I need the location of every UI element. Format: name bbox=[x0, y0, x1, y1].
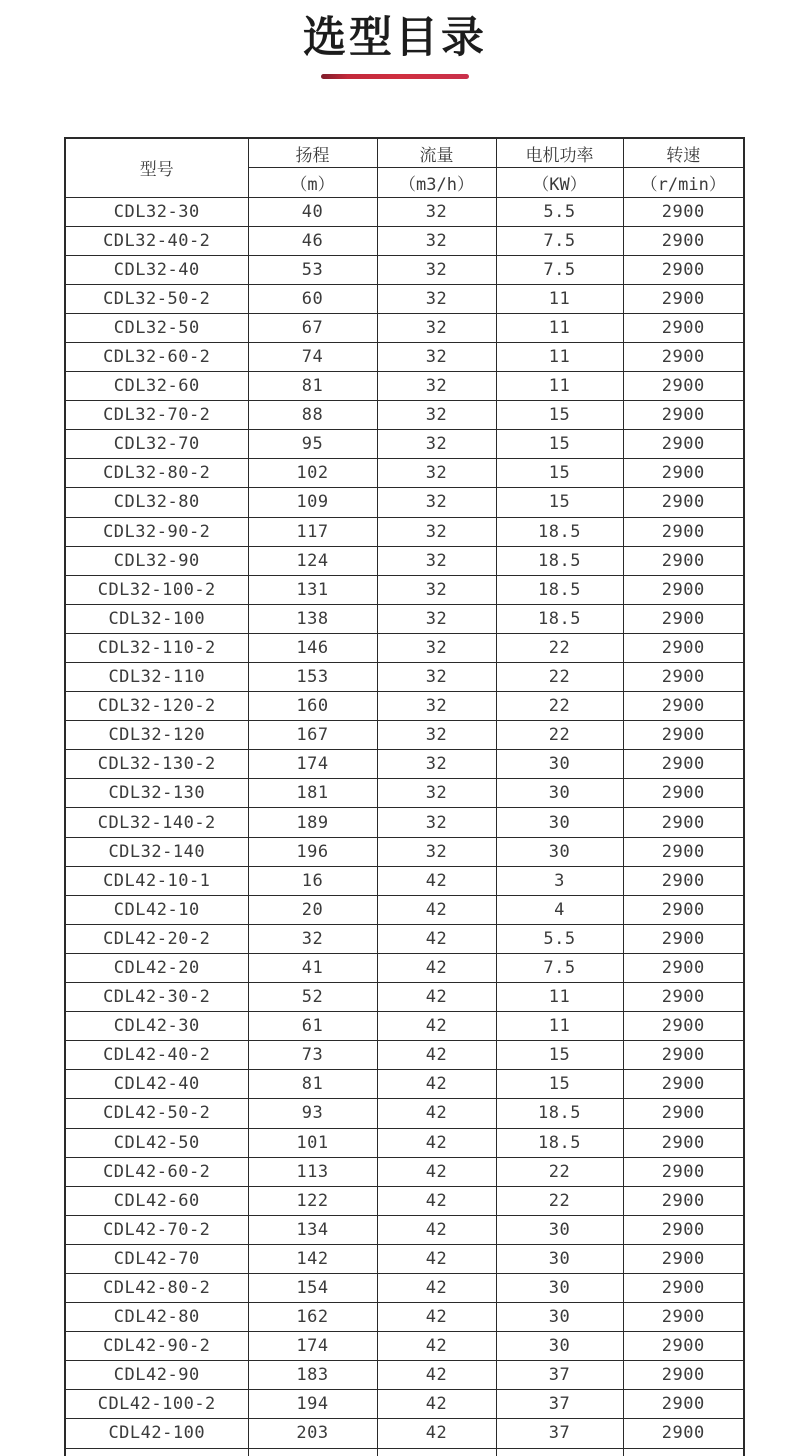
head-cell: 46 bbox=[248, 226, 377, 255]
model-cell: CDL42-80-2 bbox=[65, 1273, 248, 1302]
table-row bbox=[65, 1099, 744, 1128]
speed-cell: 2900 bbox=[623, 721, 744, 750]
head-cell: 101 bbox=[248, 1128, 377, 1157]
speed-cell: 2900 bbox=[623, 808, 744, 837]
model-cell: CDL42-40 bbox=[65, 1070, 248, 1099]
model-cell: CDL32-90 bbox=[65, 546, 248, 575]
head-cell: 194 bbox=[248, 1390, 377, 1419]
power-cell: 15 bbox=[496, 1070, 623, 1099]
table-row bbox=[65, 488, 744, 517]
speed-cell: 2900 bbox=[623, 1128, 744, 1157]
model-cell: CDL32-90-2 bbox=[65, 517, 248, 546]
flow-cell: 32 bbox=[377, 372, 496, 401]
power-cell: 37 bbox=[496, 1361, 623, 1390]
model-cell: CDL32-120 bbox=[65, 721, 248, 750]
head-cell: 167 bbox=[248, 721, 377, 750]
power-cell: 7.5 bbox=[496, 255, 623, 284]
table-row bbox=[65, 226, 744, 255]
header-model: 型号 bbox=[65, 138, 248, 197]
head-cell: 60 bbox=[248, 284, 377, 313]
power-cell: 7.5 bbox=[496, 226, 623, 255]
model-cell: CDL32-100 bbox=[65, 604, 248, 633]
table-row bbox=[65, 517, 744, 546]
table-header bbox=[65, 138, 744, 197]
flow-cell: 42 bbox=[377, 1303, 496, 1332]
power-cell: 18.5 bbox=[496, 604, 623, 633]
model-cell: CDL42-30 bbox=[65, 1012, 248, 1041]
power-cell: 15 bbox=[496, 1041, 623, 1070]
power-cell: 11 bbox=[496, 983, 623, 1012]
power-cell: 22 bbox=[496, 721, 623, 750]
empty-cell bbox=[623, 1448, 744, 1456]
head-cell: 81 bbox=[248, 372, 377, 401]
power-cell: 37 bbox=[496, 1390, 623, 1419]
speed-cell: 2900 bbox=[623, 866, 744, 895]
table-row bbox=[65, 721, 744, 750]
speed-cell: 2900 bbox=[623, 255, 744, 284]
flow-cell: 32 bbox=[377, 284, 496, 313]
flow-cell: 32 bbox=[377, 197, 496, 226]
speed-cell: 2900 bbox=[623, 924, 744, 953]
flow-cell: 32 bbox=[377, 459, 496, 488]
power-cell: 30 bbox=[496, 1273, 623, 1302]
model-cell: CDL32-120-2 bbox=[65, 692, 248, 721]
header-head-label: 扬程 bbox=[248, 138, 377, 168]
flow-cell: 32 bbox=[377, 430, 496, 459]
flow-cell: 32 bbox=[377, 226, 496, 255]
table-row bbox=[65, 1332, 744, 1361]
head-cell: 73 bbox=[248, 1041, 377, 1070]
head-cell: 40 bbox=[248, 197, 377, 226]
power-cell: 30 bbox=[496, 1215, 623, 1244]
speed-cell: 2900 bbox=[623, 1273, 744, 1302]
power-cell: 11 bbox=[496, 313, 623, 342]
model-cell: CDL32-50 bbox=[65, 313, 248, 342]
model-cell: CDL42-30-2 bbox=[65, 983, 248, 1012]
head-cell: 122 bbox=[248, 1186, 377, 1215]
head-cell: 181 bbox=[248, 779, 377, 808]
flow-cell: 32 bbox=[377, 546, 496, 575]
head-cell: 113 bbox=[248, 1157, 377, 1186]
head-cell: 52 bbox=[248, 983, 377, 1012]
empty-cell bbox=[377, 1448, 496, 1456]
model-cell: CDL42-60 bbox=[65, 1186, 248, 1215]
flow-cell: 32 bbox=[377, 604, 496, 633]
table-row bbox=[65, 1041, 744, 1070]
model-cell: CDL42-90 bbox=[65, 1361, 248, 1390]
power-cell: 22 bbox=[496, 1186, 623, 1215]
head-cell: 154 bbox=[248, 1273, 377, 1302]
model-cell: CDL32-130-2 bbox=[65, 750, 248, 779]
head-cell: 131 bbox=[248, 575, 377, 604]
model-cell: CDL32-140-2 bbox=[65, 808, 248, 837]
power-cell: 5.5 bbox=[496, 924, 623, 953]
speed-cell: 2900 bbox=[623, 779, 744, 808]
speed-cell: 2900 bbox=[623, 604, 744, 633]
model-cell: CDL32-140 bbox=[65, 837, 248, 866]
flow-cell: 42 bbox=[377, 1070, 496, 1099]
speed-cell: 2900 bbox=[623, 1361, 744, 1390]
speed-cell: 2900 bbox=[623, 226, 744, 255]
model-cell: CDL32-80-2 bbox=[65, 459, 248, 488]
empty-cell bbox=[65, 1448, 248, 1456]
flow-cell: 32 bbox=[377, 692, 496, 721]
speed-cell: 2900 bbox=[623, 633, 744, 662]
flow-cell: 42 bbox=[377, 1361, 496, 1390]
table-row bbox=[65, 924, 744, 953]
model-cell: CDL32-70 bbox=[65, 430, 248, 459]
speed-cell: 2900 bbox=[623, 1157, 744, 1186]
table-row bbox=[65, 401, 744, 430]
table-row bbox=[65, 313, 744, 342]
head-cell: 196 bbox=[248, 837, 377, 866]
power-cell: 15 bbox=[496, 401, 623, 430]
flow-cell: 32 bbox=[377, 488, 496, 517]
model-cell: CDL32-60-2 bbox=[65, 342, 248, 371]
head-cell: 74 bbox=[248, 342, 377, 371]
head-cell: 174 bbox=[248, 750, 377, 779]
power-cell: 18.5 bbox=[496, 546, 623, 575]
model-cell: CDL42-10-1 bbox=[65, 866, 248, 895]
power-cell: 30 bbox=[496, 1244, 623, 1273]
power-cell: 15 bbox=[496, 459, 623, 488]
head-cell: 153 bbox=[248, 663, 377, 692]
table-row bbox=[65, 430, 744, 459]
table-row bbox=[65, 1303, 744, 1332]
head-cell: 138 bbox=[248, 604, 377, 633]
flow-cell: 32 bbox=[377, 517, 496, 546]
header-head-unit: （m） bbox=[248, 168, 377, 198]
title-accent-line bbox=[321, 74, 469, 79]
header-power-label: 电机功率 bbox=[496, 138, 623, 168]
table-row bbox=[65, 1215, 744, 1244]
table-row bbox=[65, 1186, 744, 1215]
table-row bbox=[65, 459, 744, 488]
power-cell: 15 bbox=[496, 430, 623, 459]
model-cell: CDL42-60-2 bbox=[65, 1157, 248, 1186]
flow-cell: 32 bbox=[377, 633, 496, 662]
speed-cell: 2900 bbox=[623, 1419, 744, 1448]
table-row bbox=[65, 604, 744, 633]
table-row bbox=[65, 197, 744, 226]
power-cell: 30 bbox=[496, 779, 623, 808]
table-row bbox=[65, 342, 744, 371]
table-row bbox=[65, 575, 744, 604]
speed-cell: 2900 bbox=[623, 895, 744, 924]
power-cell: 30 bbox=[496, 808, 623, 837]
model-cell: CDL42-70-2 bbox=[65, 1215, 248, 1244]
power-cell: 11 bbox=[496, 284, 623, 313]
header-flow-unit: （m3/h） bbox=[377, 168, 496, 198]
speed-cell: 2900 bbox=[623, 197, 744, 226]
speed-cell: 2900 bbox=[623, 837, 744, 866]
head-cell: 32 bbox=[248, 924, 377, 953]
head-cell: 174 bbox=[248, 1332, 377, 1361]
table-row bbox=[65, 692, 744, 721]
speed-cell: 2900 bbox=[623, 663, 744, 692]
model-cell: CDL32-30 bbox=[65, 197, 248, 226]
power-cell: 5.5 bbox=[496, 197, 623, 226]
speed-cell: 2900 bbox=[623, 1332, 744, 1361]
speed-cell: 2900 bbox=[623, 1244, 744, 1273]
table-row bbox=[65, 633, 744, 662]
flow-cell: 42 bbox=[377, 1332, 496, 1361]
model-cell: CDL42-50-2 bbox=[65, 1099, 248, 1128]
table-row bbox=[65, 779, 744, 808]
speed-cell: 2900 bbox=[623, 517, 744, 546]
table-row bbox=[65, 546, 744, 575]
table-row bbox=[65, 1244, 744, 1273]
head-cell: 20 bbox=[248, 895, 377, 924]
flow-cell: 32 bbox=[377, 663, 496, 692]
empty-cell bbox=[248, 1448, 377, 1456]
flow-cell: 42 bbox=[377, 1128, 496, 1157]
catalog-table-wrap bbox=[64, 137, 743, 1456]
header-flow-label: 流量 bbox=[377, 138, 496, 168]
speed-cell: 2900 bbox=[623, 983, 744, 1012]
head-cell: 146 bbox=[248, 633, 377, 662]
table-row bbox=[65, 255, 744, 284]
model-cell: CDL32-40 bbox=[65, 255, 248, 284]
table-row bbox=[65, 1157, 744, 1186]
flow-cell: 42 bbox=[377, 1012, 496, 1041]
head-cell: 81 bbox=[248, 1070, 377, 1099]
model-cell: CDL32-60 bbox=[65, 372, 248, 401]
flow-cell: 32 bbox=[377, 401, 496, 430]
speed-cell: 2900 bbox=[623, 546, 744, 575]
power-cell: 22 bbox=[496, 663, 623, 692]
speed-cell: 2900 bbox=[623, 459, 744, 488]
table-row bbox=[65, 1361, 744, 1390]
power-cell: 30 bbox=[496, 750, 623, 779]
model-cell: CDL42-80 bbox=[65, 1303, 248, 1332]
speed-cell: 2900 bbox=[623, 284, 744, 313]
head-cell: 162 bbox=[248, 1303, 377, 1332]
speed-cell: 2900 bbox=[623, 575, 744, 604]
header-power-unit: （KW） bbox=[496, 168, 623, 198]
speed-cell: 2900 bbox=[623, 692, 744, 721]
speed-cell: 2900 bbox=[623, 750, 744, 779]
head-cell: 134 bbox=[248, 1215, 377, 1244]
table-row bbox=[65, 1012, 744, 1041]
power-cell: 4 bbox=[496, 895, 623, 924]
flow-cell: 32 bbox=[377, 255, 496, 284]
table-row bbox=[65, 953, 744, 982]
power-cell: 11 bbox=[496, 372, 623, 401]
power-cell: 30 bbox=[496, 1303, 623, 1332]
power-cell: 18.5 bbox=[496, 517, 623, 546]
speed-cell: 2900 bbox=[623, 342, 744, 371]
page-title: 选型目录 bbox=[303, 13, 487, 63]
speed-cell: 2900 bbox=[623, 401, 744, 430]
speed-cell: 2900 bbox=[623, 1390, 744, 1419]
flow-cell: 42 bbox=[377, 1244, 496, 1273]
model-cell: CDL42-70 bbox=[65, 1244, 248, 1273]
model-cell: CDL42-100-2 bbox=[65, 1390, 248, 1419]
head-cell: 67 bbox=[248, 313, 377, 342]
flow-cell: 32 bbox=[377, 808, 496, 837]
speed-cell: 2900 bbox=[623, 1186, 744, 1215]
head-cell: 102 bbox=[248, 459, 377, 488]
speed-cell: 2900 bbox=[623, 1041, 744, 1070]
head-cell: 41 bbox=[248, 953, 377, 982]
power-cell: 22 bbox=[496, 633, 623, 662]
flow-cell: 32 bbox=[377, 750, 496, 779]
head-cell: 189 bbox=[248, 808, 377, 837]
table-row bbox=[65, 866, 744, 895]
head-cell: 160 bbox=[248, 692, 377, 721]
head-cell: 93 bbox=[248, 1099, 377, 1128]
speed-cell: 2900 bbox=[623, 1303, 744, 1332]
table-row bbox=[65, 1128, 744, 1157]
model-cell: CDL42-50 bbox=[65, 1128, 248, 1157]
model-cell: CDL32-100-2 bbox=[65, 575, 248, 604]
speed-cell: 2900 bbox=[623, 1012, 744, 1041]
flow-cell: 42 bbox=[377, 866, 496, 895]
flow-cell: 42 bbox=[377, 953, 496, 982]
table-row bbox=[65, 837, 744, 866]
power-cell: 30 bbox=[496, 1332, 623, 1361]
model-cell: CDL32-80 bbox=[65, 488, 248, 517]
power-cell: 37 bbox=[496, 1419, 623, 1448]
model-cell: CDL42-100 bbox=[65, 1419, 248, 1448]
table-row bbox=[65, 663, 744, 692]
table-row bbox=[65, 284, 744, 313]
header-row-labels bbox=[65, 138, 744, 168]
head-cell: 16 bbox=[248, 866, 377, 895]
head-cell: 88 bbox=[248, 401, 377, 430]
table-row bbox=[65, 750, 744, 779]
flow-cell: 32 bbox=[377, 837, 496, 866]
model-cell: CDL32-110-2 bbox=[65, 633, 248, 662]
speed-cell: 2900 bbox=[623, 1070, 744, 1099]
table-row bbox=[65, 983, 744, 1012]
speed-cell: 2900 bbox=[623, 430, 744, 459]
head-cell: 203 bbox=[248, 1419, 377, 1448]
flow-cell: 42 bbox=[377, 1390, 496, 1419]
head-cell: 53 bbox=[248, 255, 377, 284]
speed-cell: 2900 bbox=[623, 953, 744, 982]
model-cell: CDL42-40-2 bbox=[65, 1041, 248, 1070]
head-cell: 109 bbox=[248, 488, 377, 517]
flow-cell: 42 bbox=[377, 983, 496, 1012]
model-cell: CDL42-90-2 bbox=[65, 1332, 248, 1361]
empty-cell bbox=[496, 1448, 623, 1456]
model-cell: CDL42-10 bbox=[65, 895, 248, 924]
model-cell: CDL32-50-2 bbox=[65, 284, 248, 313]
flow-cell: 42 bbox=[377, 1157, 496, 1186]
speed-cell: 2900 bbox=[623, 313, 744, 342]
table-row bbox=[65, 1070, 744, 1099]
flow-cell: 42 bbox=[377, 1186, 496, 1215]
model-cell: CDL32-40-2 bbox=[65, 226, 248, 255]
table-row-partial bbox=[65, 1448, 744, 1456]
flow-cell: 42 bbox=[377, 1099, 496, 1128]
flow-cell: 32 bbox=[377, 721, 496, 750]
flow-cell: 42 bbox=[377, 1273, 496, 1302]
head-cell: 142 bbox=[248, 1244, 377, 1273]
power-cell: 30 bbox=[496, 837, 623, 866]
table-body bbox=[65, 197, 744, 1456]
power-cell: 22 bbox=[496, 1157, 623, 1186]
head-cell: 124 bbox=[248, 546, 377, 575]
power-cell: 11 bbox=[496, 1012, 623, 1041]
power-cell: 18.5 bbox=[496, 1099, 623, 1128]
table-row bbox=[65, 372, 744, 401]
flow-cell: 32 bbox=[377, 342, 496, 371]
speed-cell: 2900 bbox=[623, 372, 744, 401]
catalog-table bbox=[64, 137, 745, 1456]
flow-cell: 32 bbox=[377, 779, 496, 808]
head-cell: 61 bbox=[248, 1012, 377, 1041]
flow-cell: 42 bbox=[377, 1215, 496, 1244]
power-cell: 3 bbox=[496, 866, 623, 895]
flow-cell: 32 bbox=[377, 313, 496, 342]
power-cell: 15 bbox=[496, 488, 623, 517]
speed-cell: 2900 bbox=[623, 1215, 744, 1244]
power-cell: 7.5 bbox=[496, 953, 623, 982]
speed-cell: 2900 bbox=[623, 1099, 744, 1128]
power-cell: 11 bbox=[496, 342, 623, 371]
table-row bbox=[65, 808, 744, 837]
table-row bbox=[65, 1390, 744, 1419]
power-cell: 22 bbox=[496, 692, 623, 721]
model-cell: CDL32-70-2 bbox=[65, 401, 248, 430]
head-cell: 117 bbox=[248, 517, 377, 546]
flow-cell: 32 bbox=[377, 575, 496, 604]
power-cell: 18.5 bbox=[496, 575, 623, 604]
head-cell: 183 bbox=[248, 1361, 377, 1390]
flow-cell: 42 bbox=[377, 924, 496, 953]
flow-cell: 42 bbox=[377, 1419, 496, 1448]
table-row bbox=[65, 1419, 744, 1448]
head-cell: 95 bbox=[248, 430, 377, 459]
table-row bbox=[65, 1273, 744, 1302]
flow-cell: 42 bbox=[377, 1041, 496, 1070]
model-cell: CDL32-130 bbox=[65, 779, 248, 808]
table-row bbox=[65, 895, 744, 924]
flow-cell: 42 bbox=[377, 895, 496, 924]
header-speed-label: 转速 bbox=[623, 138, 744, 168]
model-cell: CDL42-20 bbox=[65, 953, 248, 982]
header-speed-unit: （r/min） bbox=[623, 168, 744, 198]
power-cell: 18.5 bbox=[496, 1128, 623, 1157]
model-cell: CDL42-20-2 bbox=[65, 924, 248, 953]
model-cell: CDL32-110 bbox=[65, 663, 248, 692]
speed-cell: 2900 bbox=[623, 488, 744, 517]
